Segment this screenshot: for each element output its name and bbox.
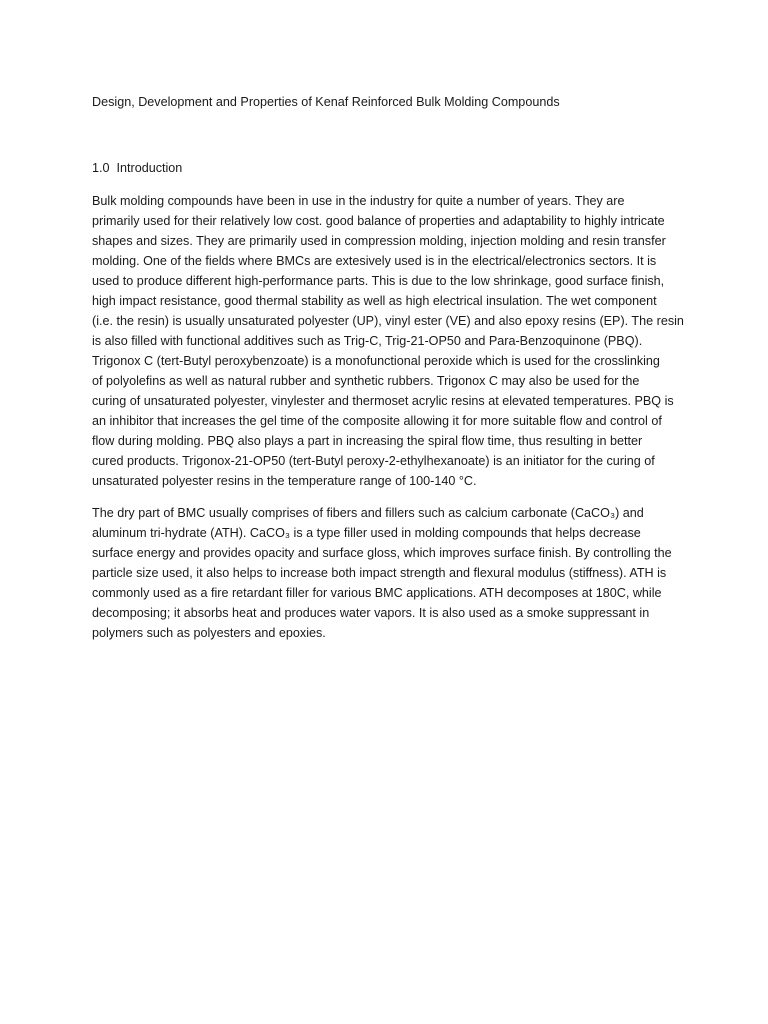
text-line: polymers such as polyesters and epoxies. [92,626,326,640]
text-line: decomposing; it absorbs heat and produces water vapors. It is also used as a smoke suppressant in [92,606,650,620]
text-line: surface energy and provides opacity and surface gloss, which improves surface finish. By controlling the [92,546,672,560]
paragraph-bmc-overview [92,191,684,491]
text-line: curing of unsaturated polyester, vinylester and thermoset acrylic resins at elevated temperatures. PBQ is [92,394,674,408]
text-line: is also filled with functional additives such as Trig-C, Trig-21-OP50 and Para-Benzoquinone (PBQ). [92,334,643,348]
text-line: cured products. Trigonox-21-OP50 (tert-Butyl peroxy-2-ethylhexanoate) is an initiator for the curing of [92,454,655,468]
text-line: shapes and sizes. They are primarily used in compression molding, injection molding and resin transfer [92,234,666,248]
text-line: molding. One of the fields where BMCs are extesively used is in the electrical/electronics sectors. It is [92,254,657,268]
document-title: Design, Development and Properties of Kenaf Reinforced Bulk Molding Compounds [92,95,560,109]
text-line: flow during molding. PBQ also plays a part in increasing the spiral flow time, thus resulting in better [92,434,643,448]
text-line: (i.e. the resin) is usually unsaturated polyester (UP), vinyl ester (VE) and also epoxy resins (EP). The resin [92,314,684,328]
text-line: primarily used for their relatively low cost. good balance of properties and adaptability to highly intricate [92,214,665,228]
text-line: Bulk molding compounds have been in use in the industry for quite a number of years. They are [92,194,625,208]
text-line: of polyolefins as well as natural rubber and synthetic rubbers. Trigonox C may also be used for the [92,374,640,388]
text-line: commonly used as a fire retardant filler for various BMC applications. ATH decomposes at 180C, while [92,586,662,600]
text-line: Trigonox C (tert-Butyl peroxybenzoate) is a monofunctional peroxide which is used for the crosslinking [92,354,660,368]
text-line: high impact resistance, good thermal stability as well as high electrical insulation. The wet component [92,294,657,308]
text-line: used to produce different high-performance parts. This is due to the low shrinkage, good surface finish, [92,274,665,288]
paragraph-dry-part [92,503,672,643]
section-heading-introduction: 1.0 Introduction [92,161,183,175]
text-line: particle size used, it also helps to increase both impact strength and flexural modulus (stiffness). ATH is [92,566,667,580]
text-line: The dry part of BMC usually comprises of fibers and fillers such as calcium carbonate (CaCO₃) and [92,506,644,520]
text-line: an inhibitor that increases the gel time of the composite allowing it for more suitable flow and control of [92,414,662,428]
text-line: unsaturated polyester resins in the temperature range of 100-140 °C. [92,474,477,488]
text-line: aluminum tri-hydrate (ATH). CaCO₃ is a type filler used in molding compounds that helps decrease [92,526,641,540]
